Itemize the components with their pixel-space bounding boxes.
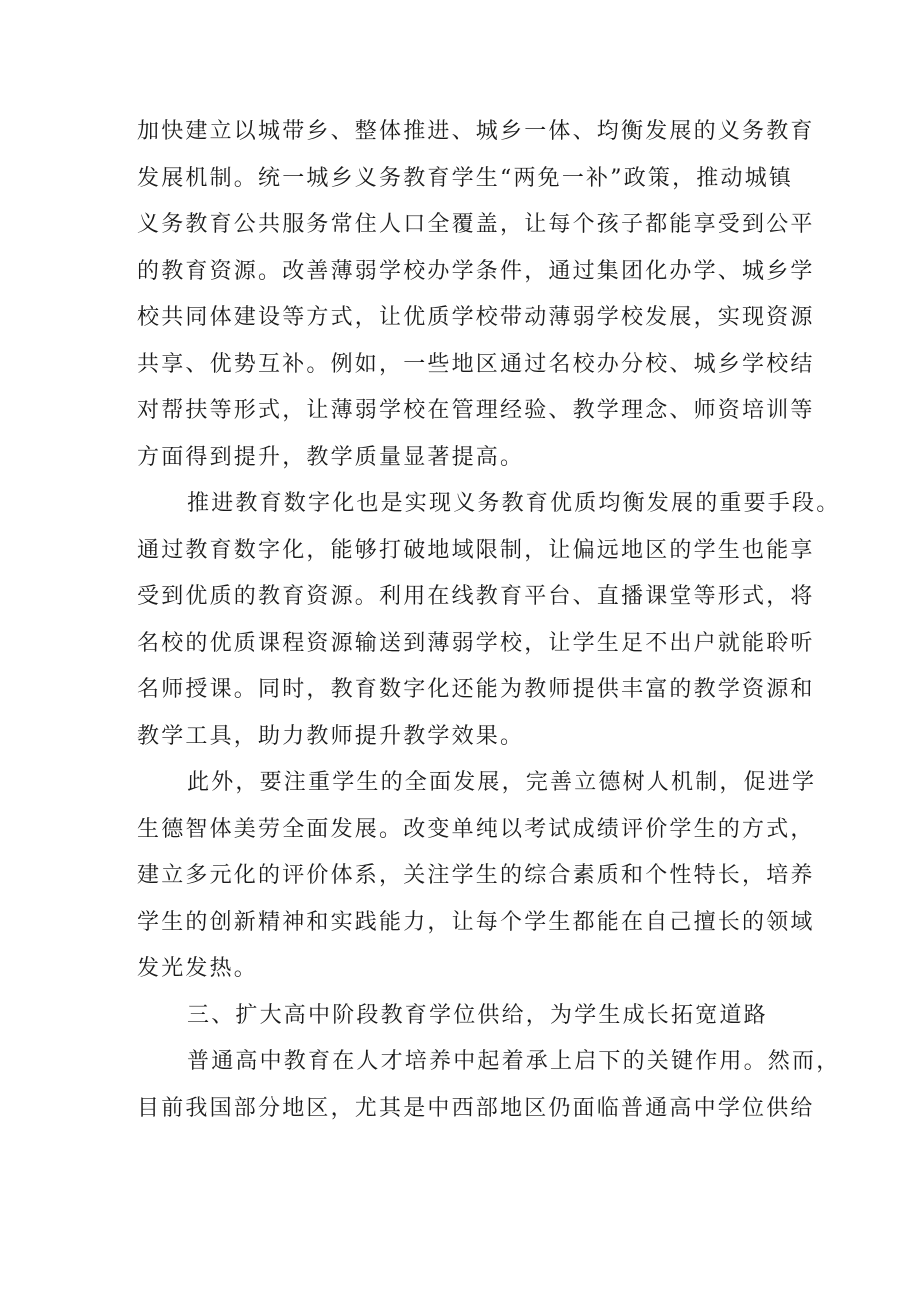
text-line: 校共同体建设等方式，让优质学校带动薄弱学校发展，实现资源: [137, 305, 815, 330]
text-line: 对帮扶等形式，让薄弱学校在管理经验、教学理念、师资培训等: [137, 398, 815, 423]
text-line: 发展机制。统一城乡义务教育学生“两免一补”政策，推动城镇: [137, 165, 794, 191]
text-line: 名校的优质课程资源输送到薄弱学校，让学生足不出户就能聆听: [137, 630, 815, 656]
paragraph-start-line: 普通高中教育在人才培养中起着承上启下的关键作用。然而，: [187, 1049, 841, 1074]
text-line: 通过教育数字化，能够打破地域限制，让偏远地区的学生也能享: [137, 537, 815, 563]
paragraph-start-line: 此外，要注重学生的全面发展，完善立德树人机制，促进学: [187, 770, 817, 795]
text-line: 发光发热。: [137, 956, 259, 981]
text-line: 目前我国部分地区，尤其是中西部地区仍面临普通高中学位供给: [137, 1095, 815, 1121]
text-line: 的教育资源。改善薄弱学校办学条件，通过集团化办学、城乡学: [137, 258, 815, 284]
text-line: 方面得到提升，教学质量显著提高。: [137, 444, 525, 470]
text-line: 名师授课。同时，教育数字化还能为教师提供丰富的教学资源和: [137, 677, 815, 702]
text-line: 学生的创新精神和实践能力，让每个学生都能在自己擅长的领域: [137, 909, 815, 935]
document-body: [137, 109, 841, 1132]
text-line: 教学工具，助力教师提升教学效果。: [137, 723, 525, 749]
text-line: 加快建立以城带乡、整体推进、城乡一体、均衡发展的义务教育: [137, 119, 815, 144]
paragraph-start-line: 推进教育数字化也是实现义务教育优质均衡发展的重要手段。: [187, 491, 841, 516]
text-line: 共享、优势互补。例如，一些地区通过名校办分校、城乡学校结: [137, 351, 815, 377]
section-heading: 三、扩大高中阶段教育学位供给，为学生成长拓宽道路: [187, 1002, 768, 1028]
text-line: 生德智体美劳全面发展。改变单纯以考试成绩评价学生的方式，: [137, 816, 815, 842]
text-line: 建立多元化的评价体系，关注学生的综合素质和个性特长，培养: [137, 863, 815, 888]
text-line: 受到优质的教育资源。利用在线教育平台、直播课堂等形式，将: [137, 584, 815, 609]
text-line: 义务教育公共服务常住人口全覆盖，让每个孩子都能享受到公平: [137, 212, 815, 237]
